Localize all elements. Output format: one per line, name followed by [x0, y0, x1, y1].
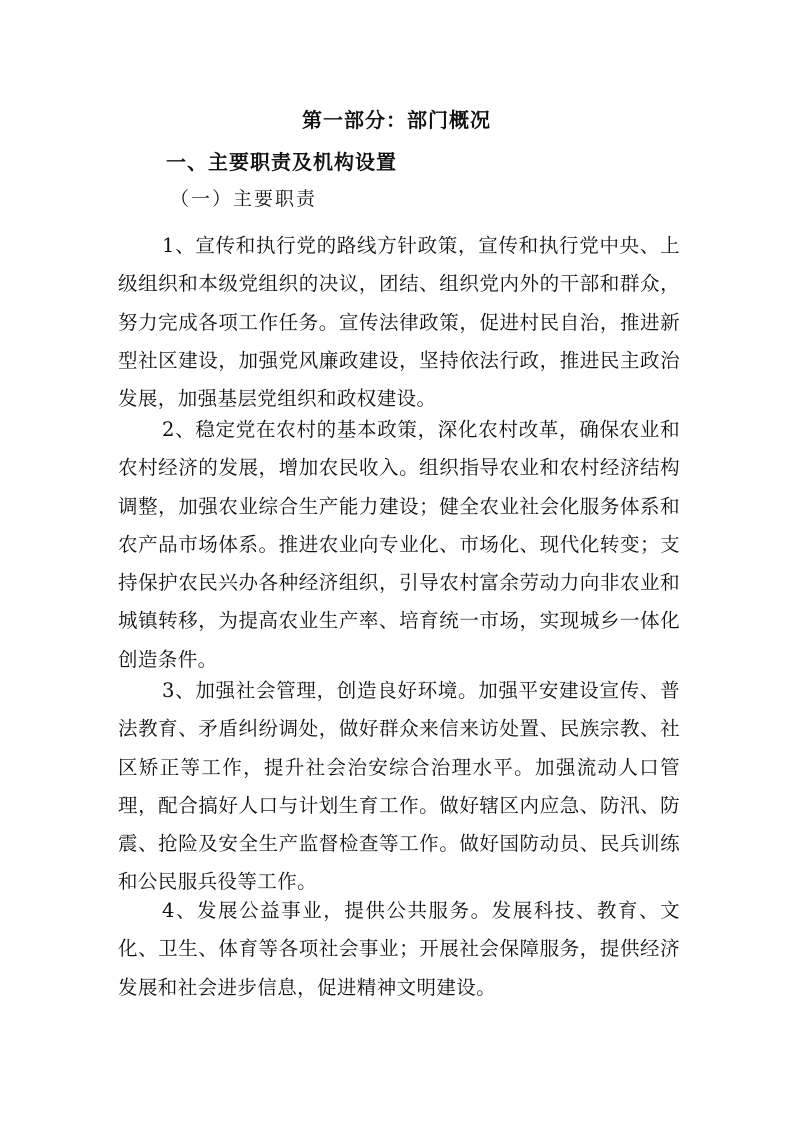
paragraph-duty-4: 4、发展公益事业，提供公共服务。发展科技、教育、文化、卫生、体育等各项社会事业；开展社会保障服务，提供经济发展和社会进步信息，促进精神文明建设。 [118, 899, 680, 999]
page-title: 第一部分：部门概况 [302, 108, 491, 132]
paragraph-duty-1: 1、宣传和执行党的路线方针政策，宣传和执行党中央、上级组织和本级党组织的决议，团结、组织党内外的干部和群众，努力完成各项工作任务。宣传法律政策，促进村民自治，推进新型社区建设，加强党风廉政建设，坚持依法行政，推进民主政治发展，加强基层党组织和政权建设。 [118, 234, 680, 411]
paragraph-duty-2: 2、稳定党在农村的基本政策，深化农村改革，确保农业和农村经济的发展，增加农民收入。组织指导农业和农村经济结构调整，加强农业综合生产能力建设；健全农业社会化服务体系和农产品市场体系。推进农业向专业化、市场化、现代化转变；支持保护农民兴办各种经济组织，引导农村富余劳动力向非农业和城镇转移，为提高农业生产率、培育统一市场，实现城乡一体化创造条件。 [118, 418, 680, 671]
subsection-heading: （一）主要职责 [170, 188, 318, 210]
paragraph-duty-3: 3、加强社会管理，创造良好环境。加强平安建设宣传、普法教育、矛盾纠纷调处，做好群众来信来访处置、民族宗教、社区矫正等工作，提升社会治安综合治理水平。加强流动人口管理，配合搞好人口与计划生育工作。做好辖区内应急、防汛、防震、抢险及安全生产监督检查等工作。做好国防动员、民兵训练和公民服兵役等工作。 [118, 679, 680, 894]
section-heading: 一、主要职责及机构设置 [166, 150, 397, 174]
